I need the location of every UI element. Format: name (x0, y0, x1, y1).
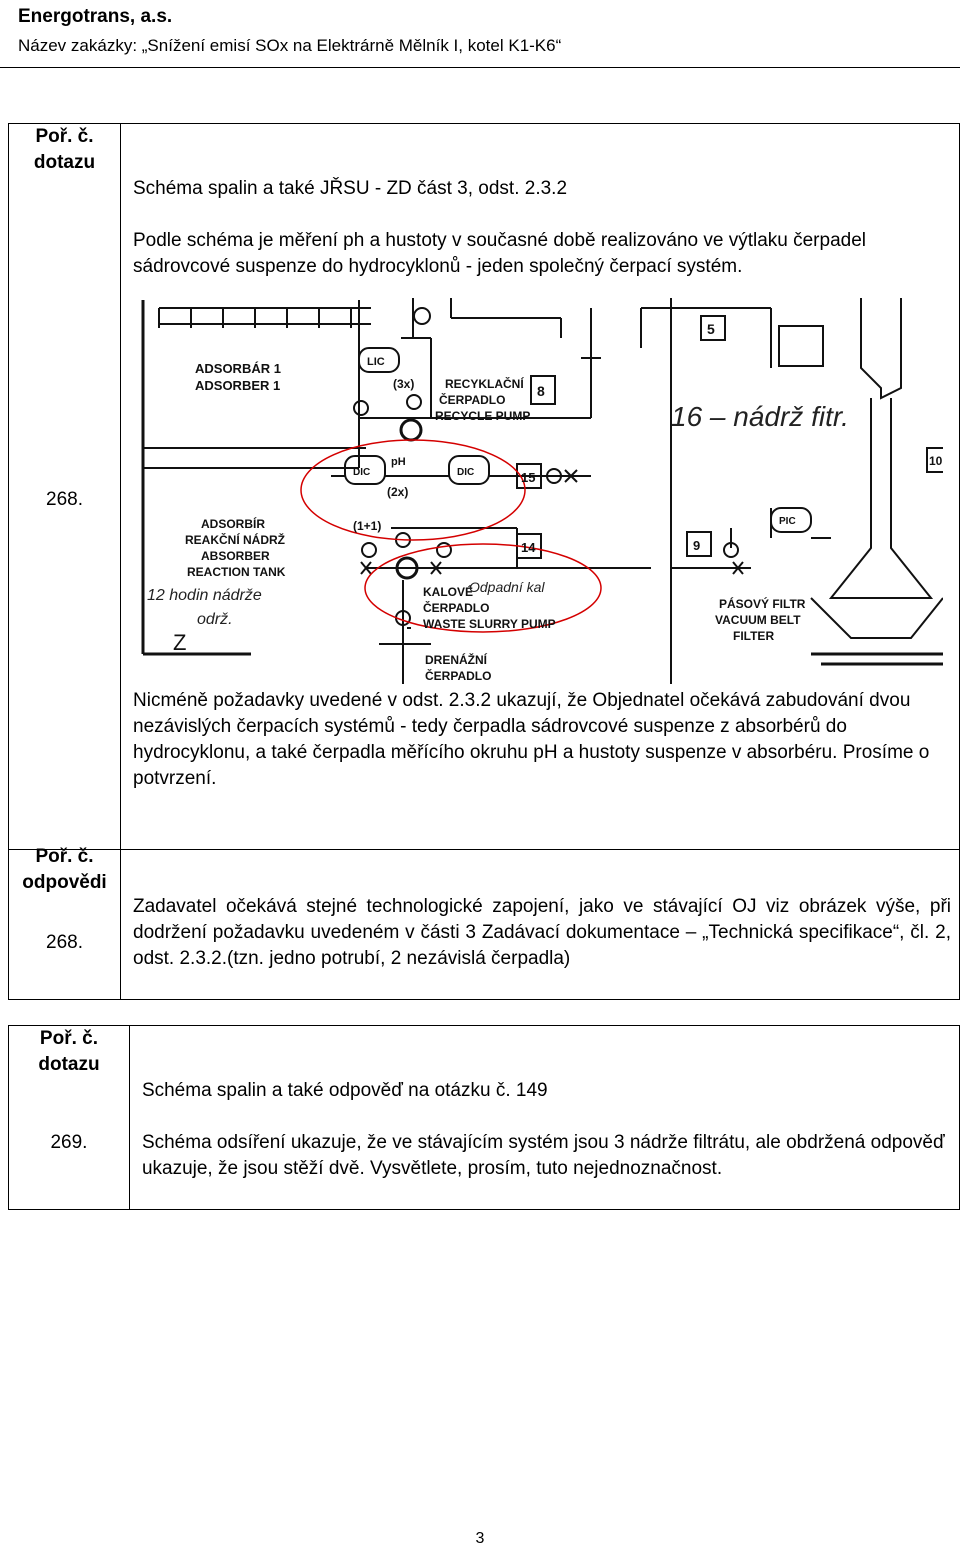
scheme-label: (2x) (387, 485, 409, 499)
scheme-label: DIC (457, 467, 475, 478)
scheme-label: LIC (367, 356, 385, 368)
scheme-label: REACTION TANK (187, 565, 286, 579)
scheme-handwriting: Odpadní kal (469, 579, 545, 595)
question-label-line1: Poř. č. (39, 1028, 98, 1049)
answer-number: 268. (46, 932, 83, 953)
scheme-label: FILTER (733, 629, 775, 643)
scheme-label: 14 (521, 540, 536, 555)
contract-name: Název zakázky: „Snížení emisí SOx na Elektrárně Mělník I, kotel K1-K6“ (18, 36, 562, 55)
scheme-handwriting: održ. (197, 611, 233, 628)
answer-label-line2: odpovědi (22, 872, 107, 893)
scheme-label: REAKČNÍ NÁDRŽ (185, 533, 285, 547)
scheme-label: ČERPADLO (425, 669, 492, 683)
scheme-label: RECYCLE PUMP (435, 409, 531, 423)
page-number: 3 (475, 1530, 485, 1547)
scheme-label: DIC (353, 467, 371, 478)
scheme-label: pH (391, 456, 406, 468)
question-text: Schéma odsíření ukazuje, že ve stávajícím systém jsou 3 nádrže filtrátu, ale obdržená odpověď ukazuje, že jsou stěží dvě. Vysvětlete, prosím, tuto nejednoznačnost. (141, 1132, 945, 1179)
scheme-label: KALOVÉ (423, 585, 474, 599)
scheme-label: ADSORBER 1 (195, 378, 281, 393)
question-label-cell (9, 124, 121, 850)
scheme-label: ADSORBÍR (201, 517, 266, 531)
question-reference: Schéma spalin a také JŘSU - ZD část 3, odst. 2.3.2 (133, 178, 568, 199)
scheme-label: ADSORBÁR 1 (195, 361, 281, 376)
question-number: 268. (46, 489, 83, 510)
question-text-cell (129, 1026, 959, 1210)
scheme-label: 15 (521, 470, 536, 485)
scheme-label: 9 (693, 538, 701, 553)
company-name: Energotrans, a.s. (18, 6, 173, 27)
scheme-label: (1+1) (353, 519, 382, 533)
scheme-label: 8 (537, 383, 545, 399)
qa-table-268 (8, 123, 960, 1000)
scheme-label: ČERPADLO (423, 601, 490, 615)
question-text: Podle schéma je měření ph a hustoty v současné době realizováno ve výtlaku čerpadel sádrovcové suspenze do hydrocyklonů - jeden společný čerpací systém. (133, 230, 866, 277)
scheme-label: WASTE SLURRY PUMP (423, 617, 556, 631)
question-label-line2: dotazu (33, 152, 96, 173)
scheme-label: 10 (929, 454, 943, 468)
scheme-label: Z (173, 630, 187, 655)
answer-text-cell (121, 850, 960, 1000)
header-divider (0, 67, 960, 68)
question-row-268 (9, 124, 960, 850)
scheme-label: (3x) (393, 377, 415, 391)
question-label-line1: Poř. č. (35, 126, 94, 147)
scheme-label: PÁSOVÝ FILTR (719, 597, 806, 611)
scheme-label: PIC (779, 516, 796, 527)
scheme-label: ČERPADLO (439, 393, 506, 407)
question-number: 269. (50, 1132, 88, 1153)
question-text-continued: Nicméně požadavky uvedené v odst. 2.3.2 ukazují, že Objednatel očekává zabudování dvou nezávislých čerpacích systémů - tedy čerpadla sádrovcové suspenze z absorbérů do hydrocyklonu, a také čerpadla měřícího okruhu pH a hustoty suspenze v absorbéru. Prosíme o potvrzení. (133, 690, 930, 789)
question-label-cell (9, 1026, 130, 1210)
answer-label-cell (9, 846, 121, 1000)
answer-row-268 (9, 850, 960, 1000)
answer-text: Zadavatel očekává stejné technologické zapojení, jako ve stávající OJ viz obrázek výše, při dodržení požadavku uvedeném v části 3 Zadávací dokumentace – „Technická specifikace“, čl. 2, odst. 2.3.2.(tzn. jedno potrubí, 2 nezávislá čerpadla) (133, 896, 951, 969)
scheme-handwriting: 16 – nádrž fitr. (671, 401, 849, 432)
scheme-label: RECYKLAČNÍ (445, 377, 524, 391)
scheme-figure (131, 298, 943, 684)
document-header (18, 4, 561, 58)
scheme-label: 5 (707, 321, 715, 337)
question-label-line2: dotazu (38, 1054, 100, 1075)
scheme-label: VACUUM BELT (715, 613, 801, 627)
question-reference: Schéma spalin a také odpověď na otázku č. 149 (141, 1080, 548, 1101)
question-row-269 (9, 1026, 960, 1210)
question-text-cell (121, 124, 960, 850)
scheme-label: ABSORBER (201, 549, 270, 563)
answer-label-line1: Poř. č. (35, 846, 94, 867)
scheme-label: DRENÁŽNÍ (425, 653, 487, 667)
scheme-handwriting: 12 hodin nádrže (147, 587, 262, 604)
qa-table-269 (8, 1025, 960, 1210)
